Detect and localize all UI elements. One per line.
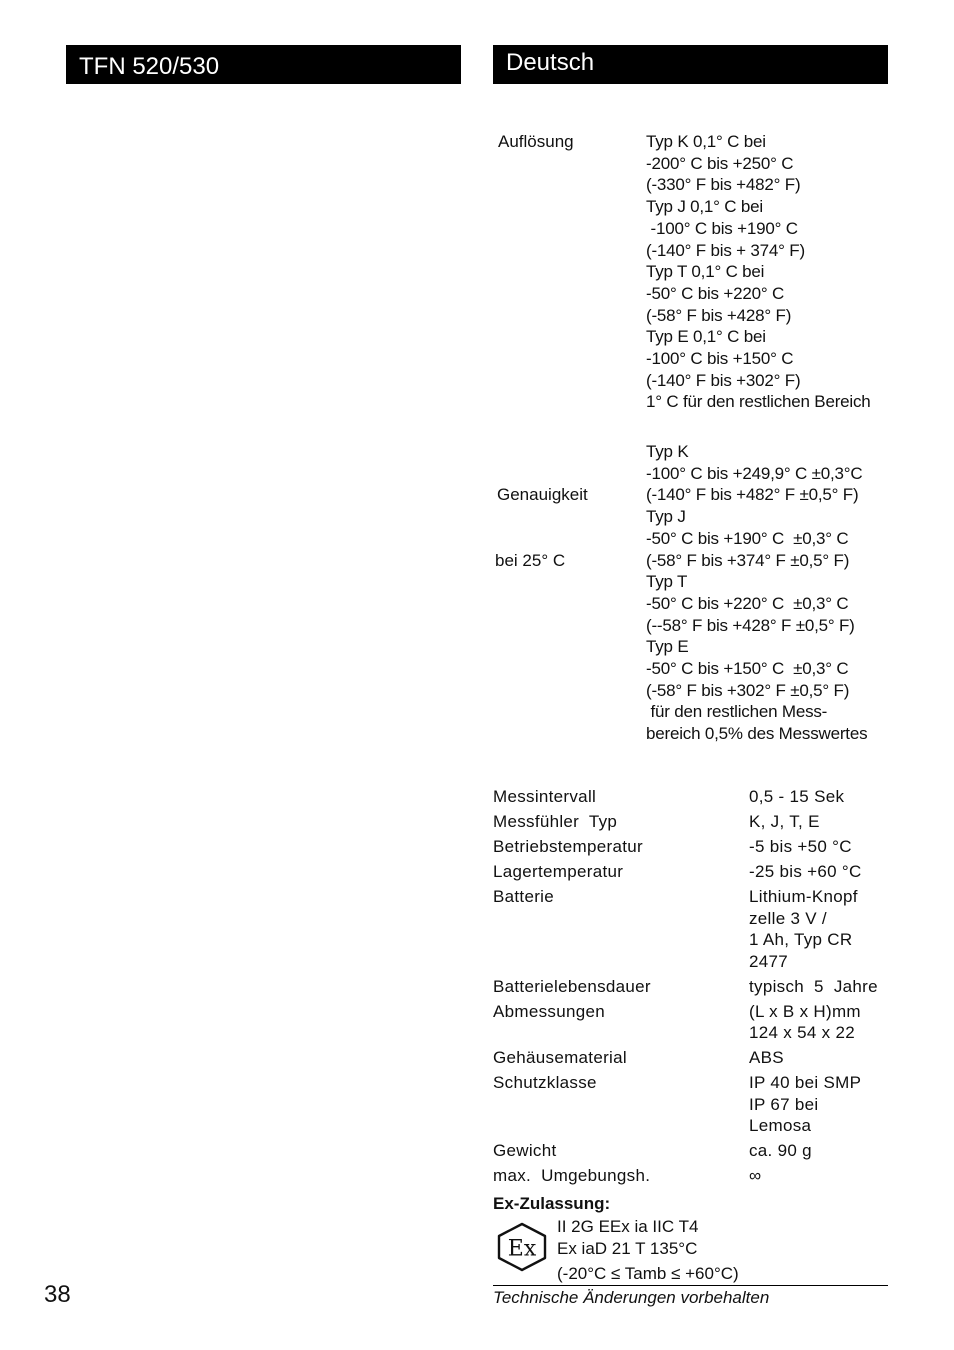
resolution-line: Typ J 0,1° C bei xyxy=(646,197,763,217)
spec-key: Batterielebensdauer xyxy=(493,976,651,996)
spec-value-line: 1 Ah, Typ CR xyxy=(749,930,853,949)
left-header-bar xyxy=(66,45,461,84)
spec-value xyxy=(749,1165,893,1190)
accuracy-line: -50° C bis +150° C ±0,3° C xyxy=(646,659,849,679)
spec-value xyxy=(749,861,893,886)
spec-table xyxy=(493,786,893,1190)
resolution-line: (-140° F bis +302° F) xyxy=(646,370,801,390)
language-title: Deutsch xyxy=(506,49,595,76)
resolution-line: Typ T 0,1° C bei xyxy=(646,262,765,282)
resolution-line: -200° C bis +250° C xyxy=(646,153,794,173)
spec-value-line: zelle 3 V / xyxy=(749,908,827,928)
ex-line-2: Ex iaD 21 T 135°C xyxy=(557,1239,698,1258)
accuracy-values xyxy=(646,441,867,745)
resolution-line: -100° C bis +150° C xyxy=(646,349,794,369)
accuracy-line: Typ J xyxy=(646,507,686,527)
spec-key: Batterie xyxy=(493,887,554,906)
spec-value xyxy=(749,836,893,861)
accuracy-line: für den restlichen Mess- xyxy=(646,702,828,722)
ex-approval-lines xyxy=(557,1216,739,1285)
document-title: TFN 520/530 xyxy=(79,53,220,80)
spec-value-line: 124 x 54 x 22 xyxy=(749,1023,855,1042)
accuracy-line: -50° C bis +220° C ±0,3° C xyxy=(646,593,849,613)
spec-row xyxy=(493,836,893,861)
spec-key: Betriebstemperatur xyxy=(493,837,643,856)
ex-line-3: (-20°C ≤ Tamb ≤ +60°C) xyxy=(557,1264,739,1283)
spec-row xyxy=(493,886,893,976)
accuracy-line: Typ E xyxy=(646,637,689,657)
page-number: 38 xyxy=(44,1281,71,1308)
spec-value-line: typisch 5 Jahre xyxy=(749,976,878,996)
spec-value-line: Lemosa xyxy=(749,1116,812,1135)
spec-value-line: 0,5 - 15 Sek xyxy=(749,787,845,806)
spec-value-line: -5 bis +50 °C xyxy=(749,837,852,856)
right-header-bar xyxy=(493,45,888,84)
resolution-line: (-330° F bis +482° F) xyxy=(646,175,801,195)
accuracy-label-line2: bei 25° C xyxy=(495,550,566,570)
resolution-line: Typ E 0,1° C bei xyxy=(646,327,766,347)
spec-value xyxy=(749,976,893,1001)
spec-key: Gewicht xyxy=(493,1141,557,1160)
spec-key: Abmessungen xyxy=(493,1001,605,1021)
spec-value-line: Lithium-Knopf xyxy=(749,887,858,906)
accuracy-line: Typ T xyxy=(646,572,688,592)
spec-key: Messintervall xyxy=(493,787,597,806)
spec-row xyxy=(493,1165,893,1190)
accuracy-line: (--58° F bis +428° F ±0,5° F) xyxy=(646,615,855,635)
spec-value xyxy=(749,1047,893,1072)
spec-row xyxy=(493,786,893,811)
accuracy-label-line1: Genauigkeit xyxy=(497,485,588,505)
ex-approval-title: Ex-Zulassung: xyxy=(493,1194,611,1213)
spec-value xyxy=(749,1140,893,1165)
svg-text:Ex: Ex xyxy=(507,1236,537,1262)
resolution-line: (-58° F bis +428° F) xyxy=(646,305,792,325)
accuracy-label xyxy=(497,441,588,593)
spec-value xyxy=(749,886,893,976)
spec-value-line: 2477 xyxy=(749,951,789,971)
spec-key: max. Umgebungsh. xyxy=(493,1166,651,1185)
accuracy-line: (-140° F bis +482° F ±0,5° F) xyxy=(646,485,859,505)
footer-note: Technische Änderungen vorbehalten xyxy=(493,1288,770,1307)
spec-key: Messfühler Typ xyxy=(493,812,618,831)
resolution-values xyxy=(646,131,871,413)
accuracy-line: -100° C bis +249,9° C ±0,3°C xyxy=(646,463,863,483)
spec-key: Lagertemperatur xyxy=(493,862,624,881)
accuracy-line: bereich 0,5% des Messwertes xyxy=(646,724,868,744)
spec-row xyxy=(493,861,893,886)
spec-value xyxy=(749,1072,893,1140)
resolution-line: -100° C bis +190° C xyxy=(646,218,798,238)
spec-row xyxy=(493,811,893,836)
spec-row xyxy=(493,1140,893,1165)
spec-value xyxy=(749,1001,893,1048)
accuracy-line: (-58° F bis +374° F ±0,5° F) xyxy=(646,550,850,570)
resolution-line: (-140° F bis + 374° F) xyxy=(646,240,805,260)
ex-hexagon-icon xyxy=(496,1222,548,1272)
spec-value-line: -25 bis +60 °C xyxy=(749,862,862,881)
accuracy-line: -50° C bis +190° C ±0,3° C xyxy=(646,528,849,548)
spec-value-line: ABS xyxy=(749,1048,784,1067)
spec-value-line: IP 40 bei SMP xyxy=(749,1073,862,1092)
spec-value-line: ca. 90 g xyxy=(749,1141,812,1160)
spec-value-line: IP 67 bei xyxy=(749,1094,819,1114)
spec-key: Schutzklasse xyxy=(493,1073,597,1092)
resolution-line: -50° C bis +220° C xyxy=(646,283,785,303)
resolution-line: Typ K 0,1° C bei xyxy=(646,132,766,151)
accuracy-line: (-58° F bis +302° F ±0,5° F) xyxy=(646,680,850,700)
spec-value-line: K, J, T, E xyxy=(749,812,820,831)
spec-value-line: ∞ xyxy=(749,1166,762,1185)
spec-row xyxy=(493,1047,893,1072)
spec-row xyxy=(493,1072,893,1140)
ex-line-1: II 2G EEx ia IIC T4 xyxy=(557,1217,699,1236)
spec-value xyxy=(749,811,893,836)
spec-value xyxy=(749,786,893,811)
spec-row xyxy=(493,976,893,1001)
resolution-line: 1° C für den restlichen Bereich xyxy=(646,392,871,412)
footer-divider xyxy=(493,1285,888,1286)
spec-value-line: (L x B x H)mm xyxy=(749,1001,861,1021)
spec-key: Gehäusematerial xyxy=(493,1048,627,1067)
resolution-label: Auflösung xyxy=(498,132,574,151)
spec-row xyxy=(493,1001,893,1048)
accuracy-line: Typ K xyxy=(646,442,689,461)
